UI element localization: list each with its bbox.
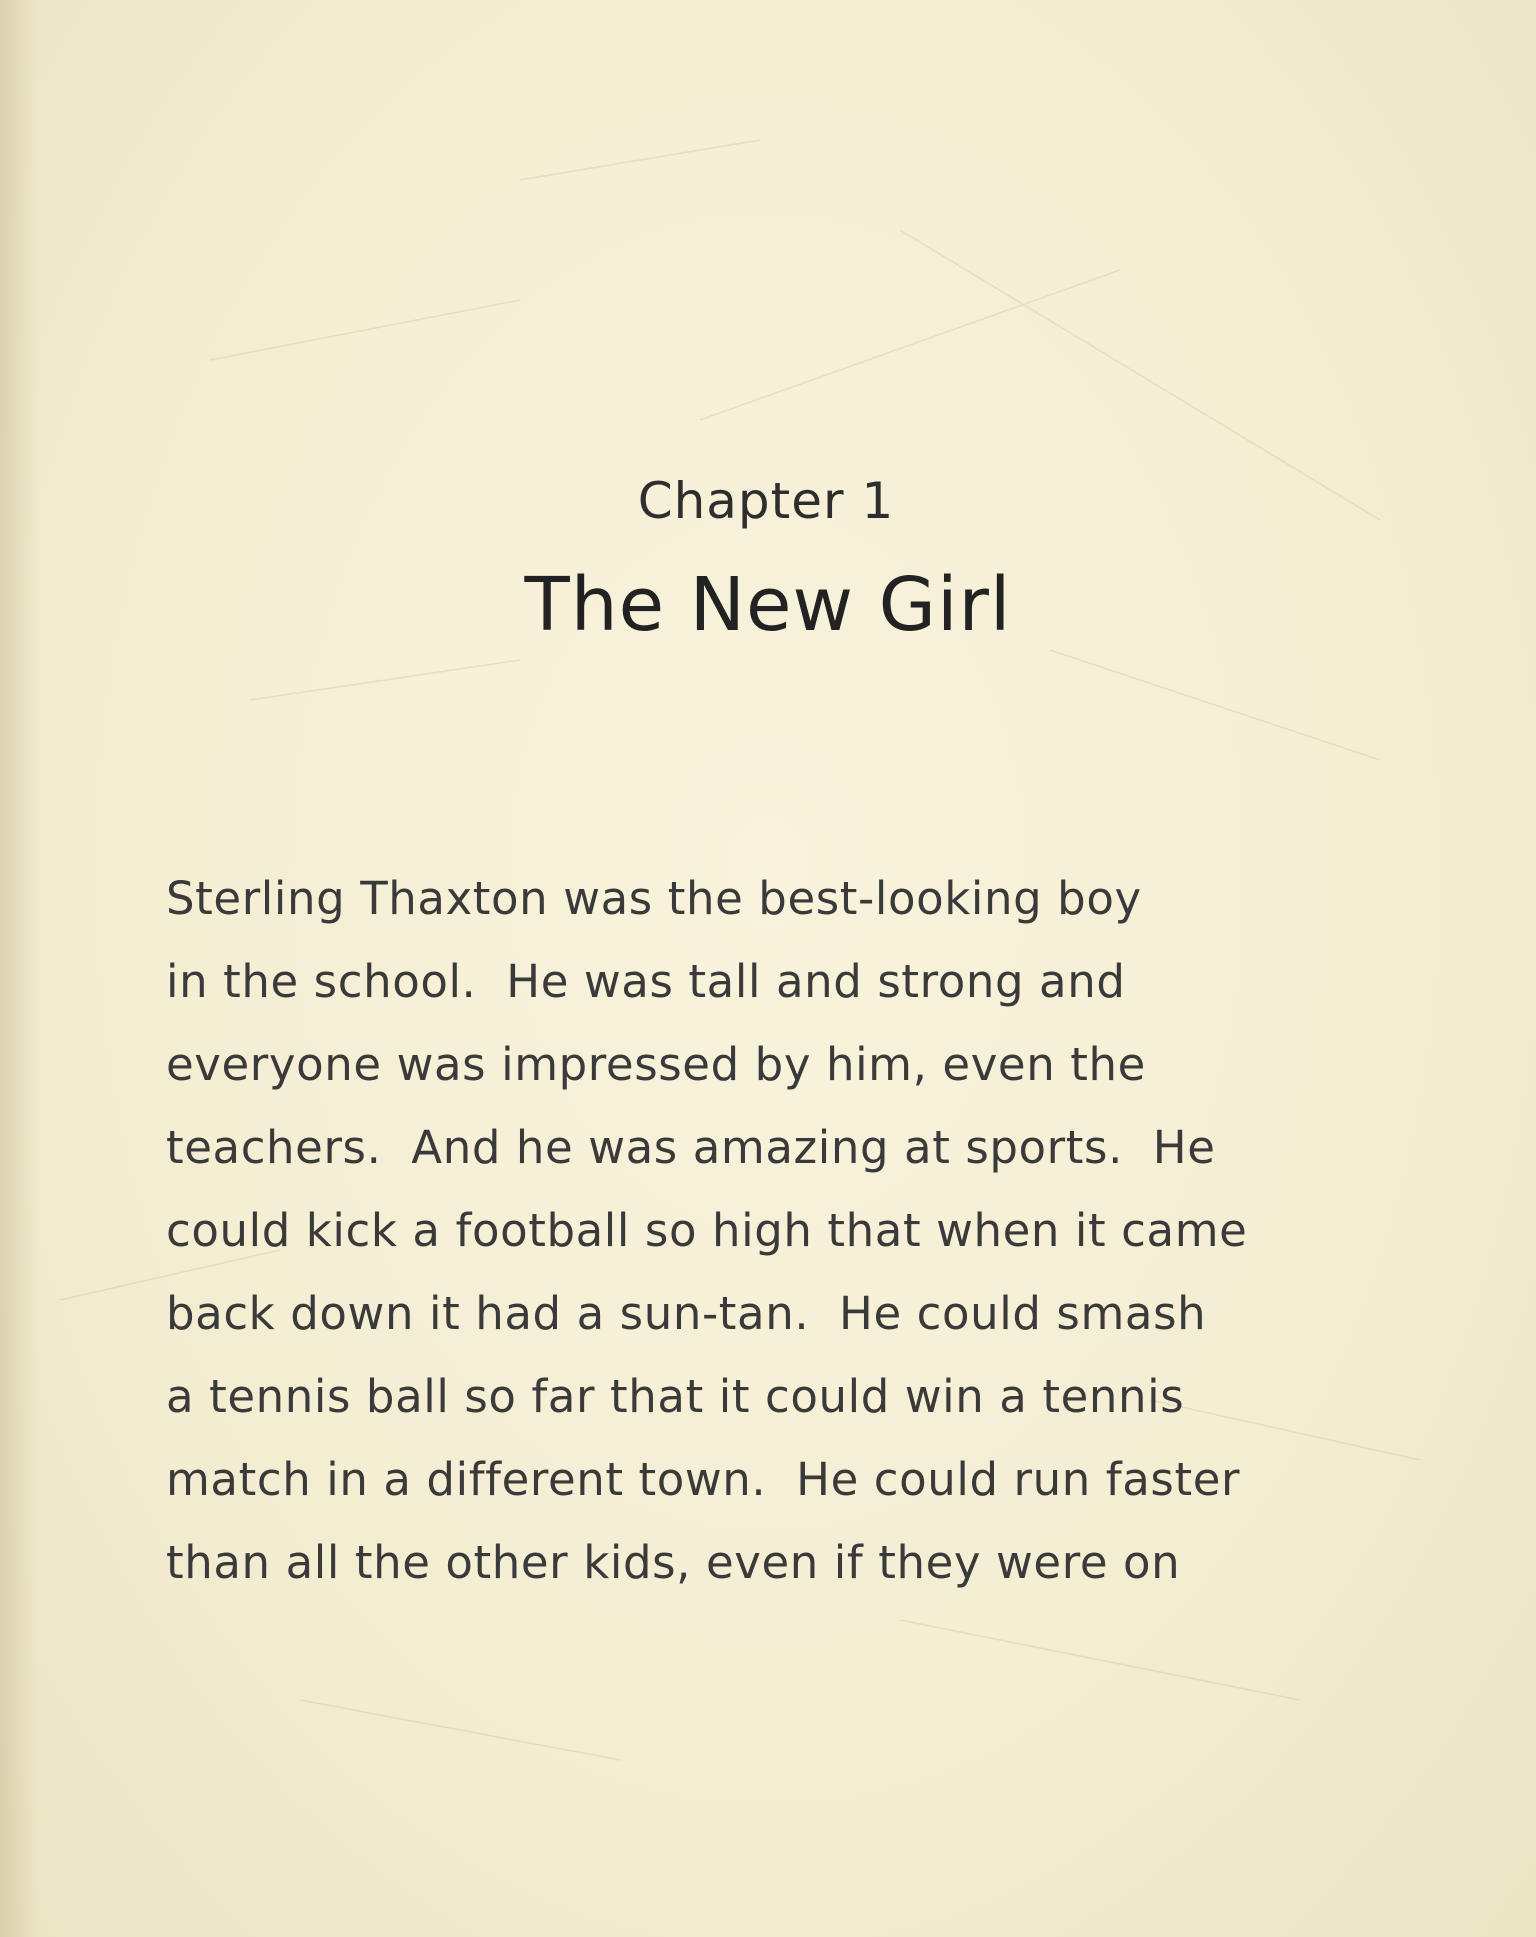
body-line: back down it had a sun-tan. He could smash [166, 1287, 1207, 1340]
chapter-body [166, 864, 1406, 1611]
body-line: everyone was impressed by him, even the [166, 1038, 1146, 1091]
body-line: than all the other kids, even if they were on [166, 1536, 1181, 1589]
body-line: match in a different town. He could run faster [166, 1453, 1241, 1506]
chapter-number: Chapter 1 [637, 472, 895, 530]
page-gutter-shadow [0, 0, 40, 1937]
body-line: a tennis ball so far that it could win a tennis [166, 1370, 1185, 1423]
chapter-title: The New Girl [524, 562, 1012, 648]
body-line: could kick a football so high that when it came [166, 1204, 1248, 1257]
body-line: in the school. He was tall and strong and [166, 955, 1126, 1008]
body-line: teachers. And he was amazing at sports. He [166, 1121, 1216, 1174]
body-line: Sterling Thaxton was the best-looking boy [166, 872, 1142, 925]
